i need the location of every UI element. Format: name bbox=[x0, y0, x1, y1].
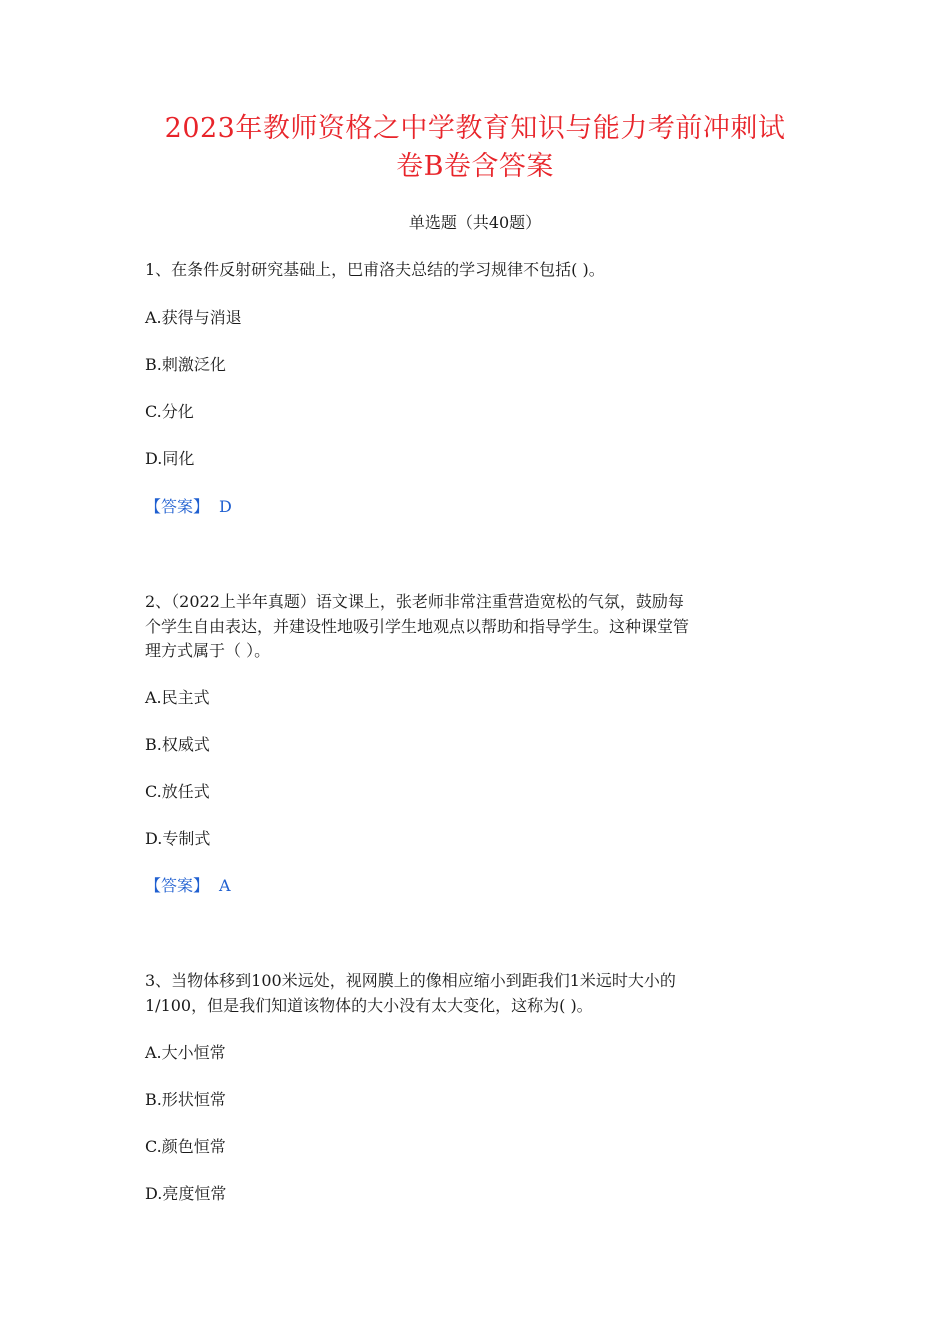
answer-label: 【答案】 bbox=[145, 497, 210, 516]
question-1-answer bbox=[145, 494, 805, 519]
title-line-1: 2023年教师资格之中学教育知识与能力考前冲刺试 bbox=[164, 113, 786, 144]
document-title bbox=[100, 110, 850, 186]
question-1-option-a: A.获得与消退 bbox=[145, 308, 242, 327]
question-3-option-b: B.形状恒常 bbox=[145, 1090, 226, 1109]
title-line-2: 卷B卷含答案 bbox=[396, 151, 554, 182]
answer-value: A bbox=[219, 876, 231, 895]
question-3-stem-line-2: 1/100，但是我们知道该物体的大小没有太大变化，这称为( )。 bbox=[145, 996, 593, 1015]
question-1-option-b: B.刺激泛化 bbox=[145, 355, 226, 374]
section-heading: 单选题（共40题） bbox=[408, 213, 542, 232]
question-3-option-d: D.亮度恒常 bbox=[145, 1184, 227, 1203]
question-2-option-c: C.放任式 bbox=[145, 782, 210, 801]
question-2-option-a: A.民主式 bbox=[145, 688, 210, 707]
question-1-option-c: C.分化 bbox=[145, 402, 194, 421]
question-3-option-a: A.大小恒常 bbox=[145, 1043, 226, 1062]
question-2-option-d: D.专制式 bbox=[145, 829, 211, 848]
question-2-stem-line-3: 理方式属于（ ）。 bbox=[145, 641, 271, 660]
question-2-stem-line-2: 个学生自由表达，并建设性地吸引学生地观点以帮助和指导学生。这种课堂管 bbox=[145, 617, 690, 636]
question-2-option-b: B.权威式 bbox=[145, 735, 210, 754]
question-2-answer bbox=[145, 873, 805, 898]
question-1-stem: 1、在条件反射研究基础上，巴甫洛夫总结的学习规律不包括( )。 bbox=[145, 260, 605, 279]
question-2-stem-line-1: 2、（2022上半年真题）语文课上，张老师非常注重营造宽松的气氛，鼓励每 bbox=[145, 592, 684, 611]
question-3-stem-line-1: 3、当物体移到100米远处，视网膜上的像相应缩小到距我们1米远时大小的 bbox=[145, 971, 676, 990]
question-1-option-d: D.同化 bbox=[145, 449, 195, 468]
question-3-option-c: C.颜色恒常 bbox=[145, 1137, 226, 1156]
answer-value: D bbox=[219, 497, 232, 516]
answer-label: 【答案】 bbox=[145, 876, 210, 895]
